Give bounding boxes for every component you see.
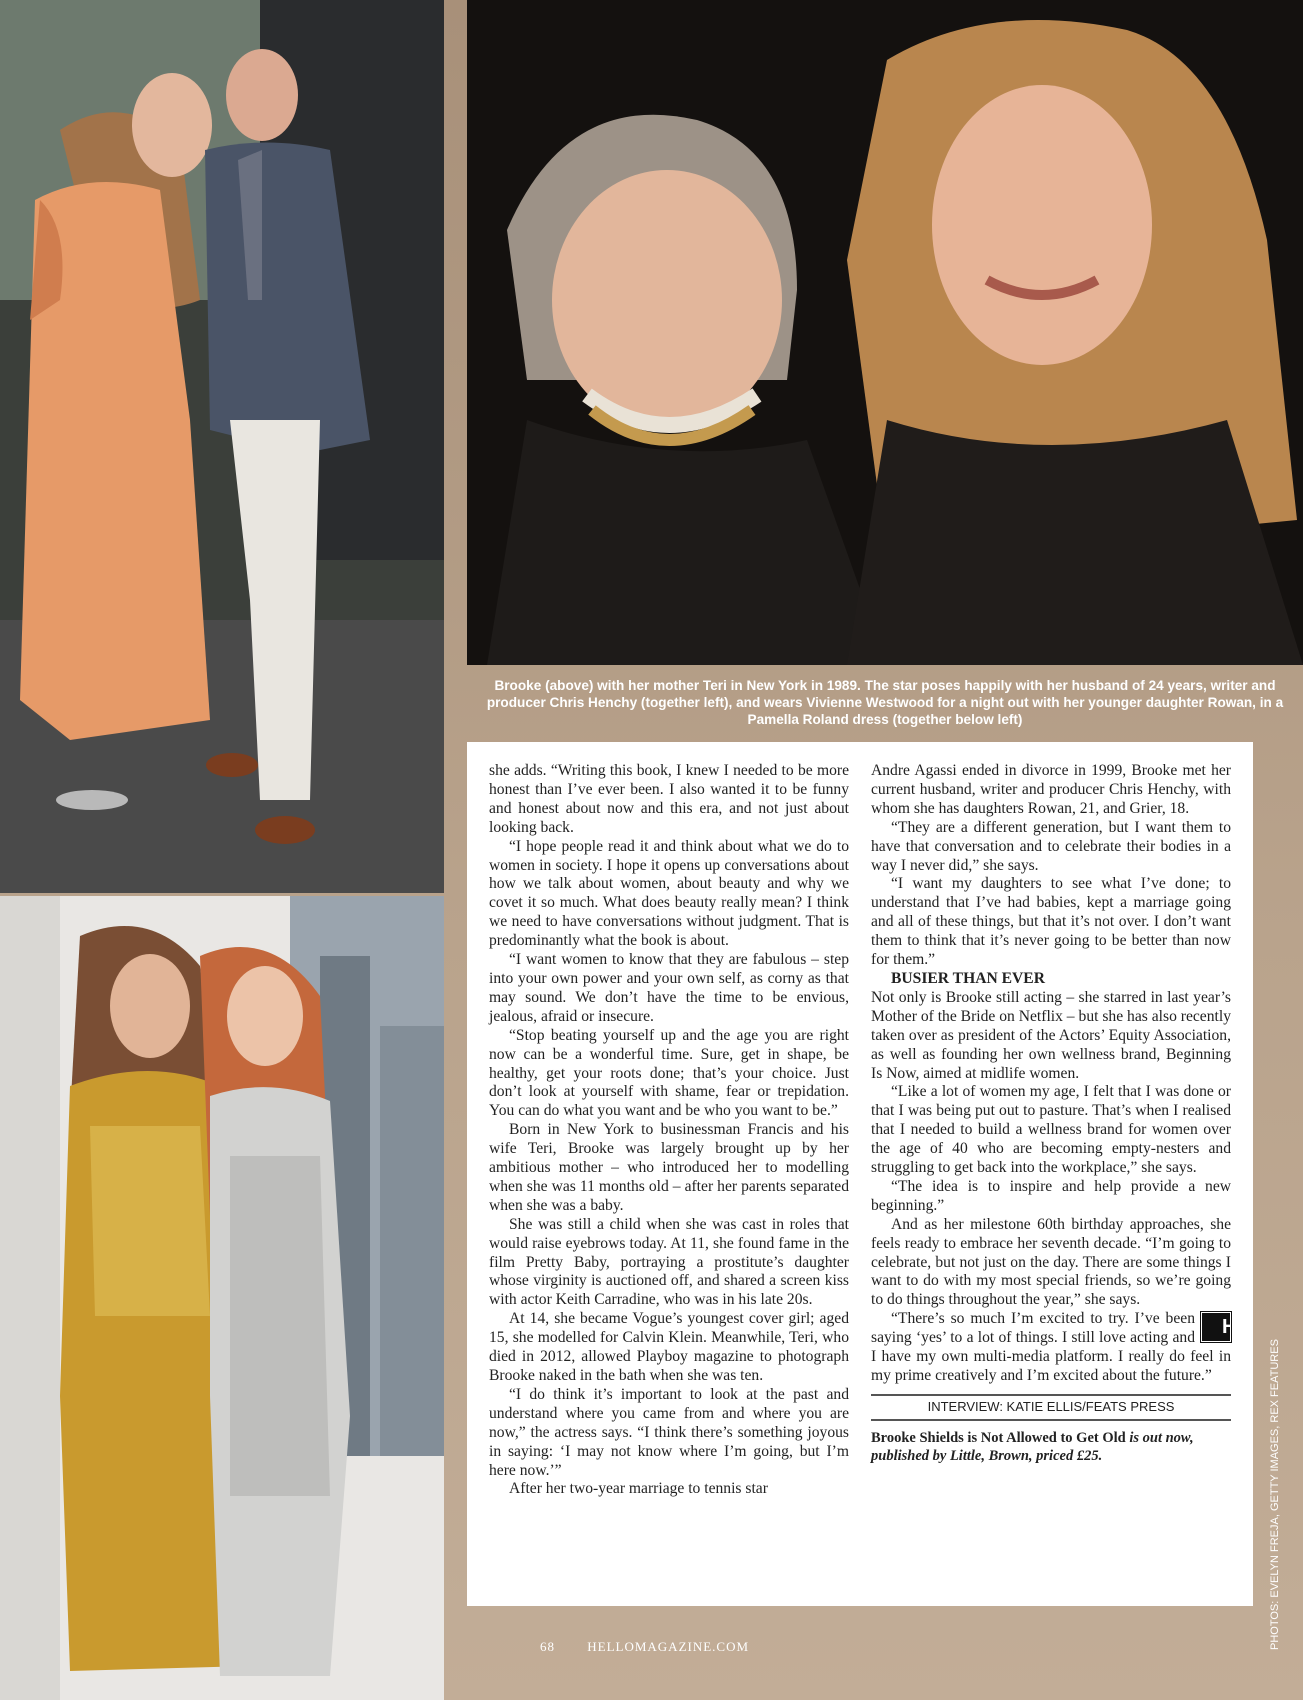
article-column-left [489, 762, 849, 1499]
paragraph: “Stop beating yourself up and the age you are right now can be a wonderful time. Sure, get in shape, be healthy, get your roots done; that’s your choice. Just don’t look at yourself with shame, fear or trepidation. You can do what you want and be who you want to be.” [489, 1026, 849, 1120]
book-details: is out now, published by Little, Brown, priced £25. [871, 1429, 1194, 1464]
page-footer [540, 1639, 749, 1655]
final-paragraph-text: “There’s so much I’m excited to try. I’ve been saying ‘yes’ to a lot of things. I still love acting and I have my own multi-media platform. I really do feel in my prime creatively and I’m excited about the future.” [871, 1310, 1231, 1384]
page-number: 68 [540, 1639, 555, 1654]
paragraph: At 14, she became Vogue’s youngest cover girl; aged 15, she modelled for Calvin Klein. Meanwhile, Teri, who died in 2012, allowed Playboy magazine to photograph Brooke naked in the bath when she was ten. [489, 1310, 849, 1384]
section-subhead: BUSIER THAN EVER [891, 969, 1045, 987]
photo-caption: Brooke (above) with her mother Teri in New York in 1989. The star poses happily with her husband of 24 years, writer and producer Chris Henchy (together left), and wears Vivienne Westwood for a night out with her younger daughter Rowan, in a Pamella Roland dress (together below left) [486, 678, 1284, 727]
paragraph: Andre Agassi ended in divorce in 1999, Brooke met her current husband, writer and producer Chris Henchy, with whom she has daughters Rowan, 21, and Grier, 18. [871, 762, 1231, 817]
paragraph: “The idea is to inspire and help provide a new beginning.” [871, 1177, 1231, 1214]
paragraph: “I do think it’s important to look at the past and understand where you came from and where you are now,” the actress says. “I think there’s something joyous in saying: ‘I may not know where I’m going, but I’m here now.’” [489, 1385, 849, 1479]
hello-logo-icon: H [1201, 1312, 1231, 1342]
mother-illustration [467, 0, 1303, 665]
photo-mother-1989 [467, 0, 1303, 665]
book-title: Brooke Shields is Not Allowed to Get Old [871, 1429, 1126, 1446]
book-endnote [871, 1429, 1231, 1465]
paragraph: Born in New York to businessman Francis and his wife Teri, Brooke was largely brought up by her ambitious mother – who introduced her to modelling when she was 11 months old – after her parents separated when she was a baby. [489, 1121, 849, 1214]
paragraph: Not only is Brooke still acting – she starred in last year’s Mother of the Bride on Netflix – but she has also recently taken over as president of the Actors’ Equity Association, as well as founding her own wellness brand, Beginning Is Now, aimed at midlife women. [871, 988, 1231, 1082]
paragraph: “I want women to know that they are fabulous – step into your own power and your own self, as corny as that may sound. We don’t have the time to be envious, jealous, afraid or insecure. [489, 951, 849, 1025]
paragraph: she adds. “Writing this book, I knew I needed to be more honest than I’ve ever been. I also wanted it to be funny and honest about now and this era, and not just about looking back. [489, 762, 849, 836]
photo-couple-event [0, 0, 444, 893]
article-column-right [871, 762, 1237, 1465]
paragraph: “I want my daughters to see what I’ve done; to understand that I’ve had babies, kept a marriage going and all of these things, but that it’s not over. I don’t want them to think that it’s never going to be better than now for them.” [871, 875, 1231, 969]
article-body [467, 742, 1253, 1606]
paragraph: After her two-year marriage to tennis star [509, 1480, 768, 1498]
paragraph: “They are a different generation, but I want them to have that conversation and to celebrate their bodies in a way I never did,” she says. [871, 818, 1231, 874]
paragraph-final [871, 1310, 1237, 1386]
interview-byline: INTERVIEW: KATIE ELLIS/FEATS PRESS [871, 1394, 1231, 1421]
paragraph: “I hope people read it and think about what we do to women in society. I hope it opens up conversations about how we talk about women, about beauty and why we covet it so much. What does beauty really mean? I think we need to have conversations without judgment. That is predominantly what the book is about. [489, 837, 849, 950]
paragraph: “Like a lot of women my age, I felt that I was done or that I was being put out to pasture. That’s when I realised that I needed to build a wellness brand for women over the age of 40 who are becoming empty-nesters and struggling to get back into the workplace,” she says. [871, 1083, 1231, 1177]
daughter-illustration [0, 896, 444, 1700]
photo-credits: PHOTOS: EVELYN FREJA, GETTY IMAGES, REX FEATURES [1269, 1339, 1281, 1650]
site-name: HELLOMAGAZINE.COM [587, 1639, 750, 1654]
photo-daughter-rowan [0, 896, 444, 1700]
couple-illustration [0, 0, 444, 893]
paragraph: She was still a child when she was cast in roles that would raise eyebrows today. At 11, she found fame in the film Pretty Baby, portraying a prostitute’s daughter whose virginity is auctioned off, and shared a screen kiss with actor Keith Carradine, who was in his late 20s. [489, 1215, 849, 1309]
paragraph: And as her milestone 60th birthday approaches, she feels ready to embrace her seventh decade. “I’m going to celebrate, but not just on the day. There are some things I want to do with my most special friends, so we’re going to do things throughout the year,” she says. [871, 1215, 1231, 1309]
